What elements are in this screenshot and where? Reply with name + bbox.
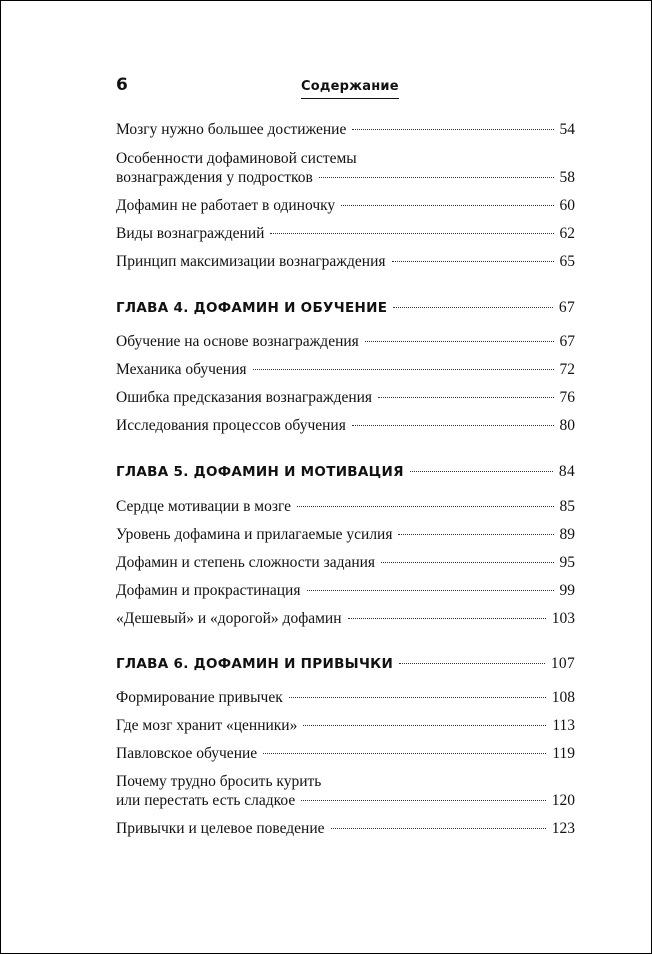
dot-leader bbox=[307, 590, 554, 591]
toc-entry-page: 108 bbox=[551, 689, 575, 706]
dot-leader bbox=[365, 341, 554, 342]
toc-entry[interactable] bbox=[116, 388, 575, 407]
table-of-contents bbox=[116, 120, 575, 838]
toc-chapter[interactable] bbox=[116, 298, 575, 318]
toc-chapter-title: ГЛАВА 5. ДОФАМИН И МОТИВАЦИЯ bbox=[116, 464, 404, 480]
toc-entry-title: Мозгу нужно большее достижение bbox=[116, 121, 347, 138]
toc-entry[interactable] bbox=[116, 416, 575, 435]
dot-leader bbox=[381, 562, 553, 563]
dot-leader bbox=[352, 129, 553, 130]
toc-entry-title: вознаграждения у подростков bbox=[116, 169, 313, 186]
toc-entry-page: 99 bbox=[559, 582, 575, 599]
dot-leader bbox=[301, 800, 546, 801]
toc-entry-title: «Дешевый» и «дорогой» дофамин bbox=[116, 610, 342, 627]
toc-entry-page: 113 bbox=[552, 717, 575, 734]
toc-entry-page: 58 bbox=[559, 169, 575, 186]
toc-entry-page: 67 bbox=[559, 333, 575, 350]
toc-entry-title-line1: Почему трудно бросить курить bbox=[116, 773, 322, 790]
toc-entry[interactable] bbox=[116, 581, 575, 600]
toc-entry-page: 76 bbox=[559, 389, 575, 406]
page-number: 6 bbox=[116, 75, 128, 95]
dot-leader bbox=[331, 828, 546, 829]
toc-entry-title: Где мозг хранит «ценники» bbox=[116, 717, 298, 734]
toc-entry[interactable] bbox=[116, 772, 575, 810]
toc-entry-title: Принцип максимизации вознаграждения bbox=[116, 253, 386, 270]
toc-entry[interactable] bbox=[116, 497, 575, 516]
dot-leader bbox=[393, 307, 553, 308]
toc-entry-page: 120 bbox=[551, 792, 575, 809]
toc-entry[interactable] bbox=[116, 332, 575, 351]
toc-entry-title: или перестать есть сладкое bbox=[116, 792, 296, 809]
toc-entry-title: Обучение на основе вознаграждения bbox=[116, 333, 359, 350]
toc-entry-page: 119 bbox=[552, 745, 575, 762]
toc-entry-title-line1: Особенности дофаминовой системы bbox=[116, 150, 357, 167]
toc-entry-page: 54 bbox=[559, 121, 575, 138]
dot-leader bbox=[319, 177, 554, 178]
dot-leader bbox=[398, 534, 553, 535]
toc-entry[interactable] bbox=[116, 525, 575, 544]
toc-entry[interactable] bbox=[116, 252, 575, 271]
dot-leader bbox=[303, 725, 546, 726]
toc-entry-title: Исследования процессов обучения bbox=[116, 417, 346, 434]
toc-chapter-title: ГЛАВА 4. ДОФАМИН И ОБУЧЕНИЕ bbox=[116, 300, 388, 316]
toc-entry-title: Дофамин и степень сложности задания bbox=[116, 554, 376, 571]
toc-entry-page: 123 bbox=[551, 820, 575, 837]
dot-leader bbox=[392, 261, 554, 262]
toc-entry-title: Привычки и целевое поведение bbox=[116, 820, 325, 837]
toc-entry[interactable] bbox=[116, 120, 575, 139]
dot-leader bbox=[297, 506, 554, 507]
toc-entry-title: Сердце мотивации в мозге bbox=[116, 498, 291, 515]
toc-entry[interactable] bbox=[116, 360, 575, 379]
dot-leader bbox=[399, 663, 545, 664]
toc-entry-page: 80 bbox=[559, 417, 575, 434]
toc-entry-title: Дофамин не работает в одиночку bbox=[116, 197, 336, 214]
toc-entry[interactable] bbox=[116, 688, 575, 707]
toc-entry[interactable] bbox=[116, 149, 575, 187]
toc-entry[interactable] bbox=[116, 744, 575, 763]
toc-entry-page: 67 bbox=[558, 299, 575, 316]
toc-entry-title: Ошибка предсказания вознаграждения bbox=[116, 389, 373, 406]
dot-leader bbox=[263, 753, 546, 754]
dot-leader bbox=[378, 397, 553, 398]
toc-entry[interactable] bbox=[116, 609, 575, 628]
running-title: Содержание bbox=[301, 79, 399, 99]
toc-entry-page: 62 bbox=[559, 225, 575, 242]
toc-chapter[interactable] bbox=[116, 462, 575, 482]
toc-chapter[interactable] bbox=[116, 654, 575, 674]
toc-chapter-title: ГЛАВА 6. ДОФАМИН И ПРИВЫЧКИ bbox=[116, 656, 394, 672]
toc-entry-title: Павловское обучение bbox=[116, 745, 258, 762]
toc-entry-title: Дофамин и прокрастинация bbox=[116, 582, 301, 599]
toc-entry-title: Механика обучения bbox=[116, 361, 247, 378]
toc-entry[interactable] bbox=[116, 553, 575, 572]
dot-leader bbox=[253, 369, 554, 370]
toc-entry-page: 103 bbox=[551, 610, 575, 627]
toc-entry-page: 89 bbox=[559, 526, 575, 543]
toc-entry-page: 84 bbox=[558, 463, 575, 480]
toc-entry-title: Уровень дофамина и прилагаемые усилия bbox=[116, 526, 393, 543]
toc-entry[interactable] bbox=[116, 196, 575, 215]
dot-leader bbox=[341, 205, 553, 206]
toc-entry-page: 72 bbox=[559, 361, 575, 378]
toc-entry-page: 60 bbox=[559, 197, 575, 214]
dot-leader bbox=[289, 697, 546, 698]
dot-leader bbox=[270, 233, 553, 234]
toc-entry-page: 85 bbox=[559, 498, 575, 515]
dot-leader bbox=[352, 425, 554, 426]
toc-entry[interactable] bbox=[116, 716, 575, 735]
toc-entry-page: 107 bbox=[550, 655, 575, 672]
dot-leader bbox=[410, 471, 553, 472]
toc-entry-title: Виды вознаграждений bbox=[116, 225, 265, 242]
toc-entry-page: 95 bbox=[559, 554, 575, 571]
toc-entry-title: Формирование привычек bbox=[116, 689, 283, 706]
toc-entry[interactable] bbox=[116, 224, 575, 243]
dot-leader bbox=[348, 618, 546, 619]
toc-entry-page: 65 bbox=[559, 253, 575, 270]
toc-entry[interactable] bbox=[116, 819, 575, 838]
